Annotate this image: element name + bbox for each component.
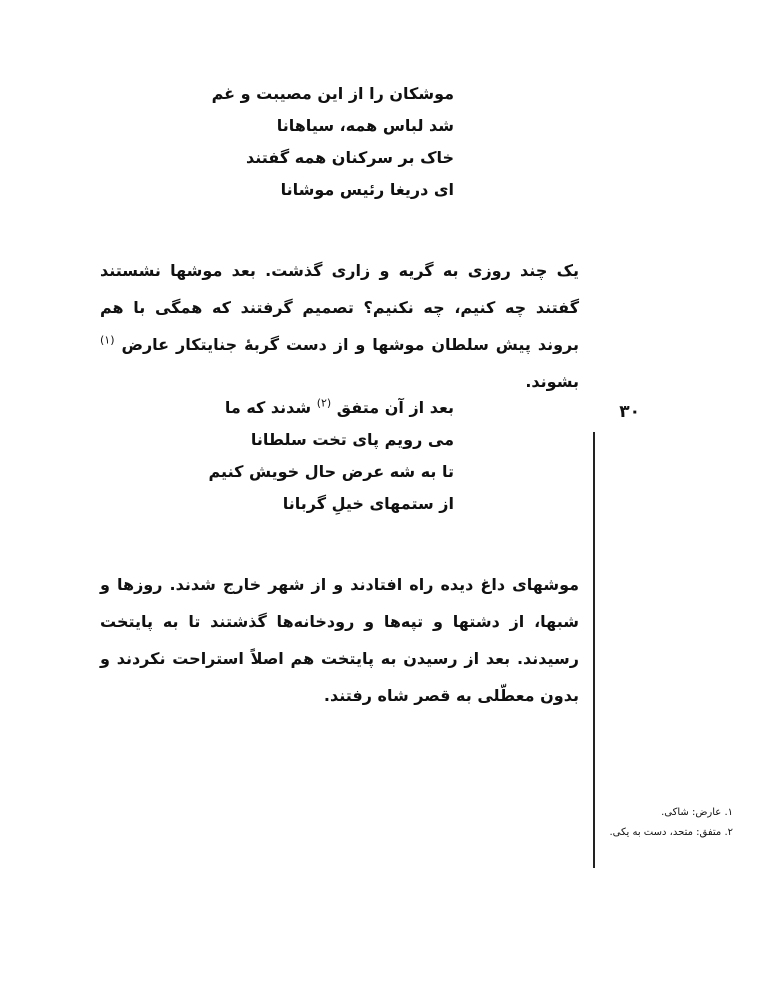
footnote: ۱. عارض: شاکی. xyxy=(661,807,733,818)
verse-line: شد لباس همه، سیاهانا xyxy=(276,116,454,135)
footnote-marker: (۲) xyxy=(316,396,332,410)
footnote-marker: (۱) xyxy=(100,333,115,347)
footnote: ۲. متفق: متحد، دست به یکی. xyxy=(609,827,733,838)
prose-paragraph-1 xyxy=(100,252,579,400)
paragraph-text: یک چند روزی به گریه و زاری گذشت. بعد موشها نشستند گفتند چه کنیم، چه نکنیم؟ تصمیم گرفتند که همگی با هم بروند پیش سلطان موشها و از دست گربهٔ جنایتکار عارض xyxy=(100,261,580,354)
verse-line: ای دریغا رئیس موشانا xyxy=(280,180,454,199)
paragraph-text-end: بشوند. xyxy=(525,372,579,391)
verse-fragment: بعد از آن متفق xyxy=(336,398,454,417)
prose-paragraph-2 xyxy=(100,566,579,714)
verse-line: از ستمهای خیلِ گربانا xyxy=(282,494,454,513)
footnotes xyxy=(605,803,733,843)
verse-fragment: شدند که ما xyxy=(224,398,312,417)
verse-line: خاک بر سرکنان همه گفتند xyxy=(246,148,454,167)
verse-line: موشکان را از این مصیبت و غم xyxy=(211,84,454,103)
verse-line xyxy=(154,392,454,424)
poem-stanza-2 xyxy=(154,392,454,520)
page-number: ۳۰ xyxy=(619,402,640,422)
verse-line: تا به شه عرض حال خویش کنیم xyxy=(208,462,454,481)
paragraph-text: موشهای داغ دیده راه افتادند و از شهر خارج شدند. روزها و شبها، از دشتها و تپه‌ها و رودخانه‌ها گذشتند تا به پایتخت رسیدند. بعد از رسیدن به پایتخت هم اصلاً استراحت نکردند و بدون معطّلی به قصر شاه رفتند. xyxy=(100,575,579,705)
verse-line: می رویم پای تخت سلطانا xyxy=(250,430,454,449)
poem-stanza-1 xyxy=(154,78,454,206)
margin-divider xyxy=(593,432,595,868)
